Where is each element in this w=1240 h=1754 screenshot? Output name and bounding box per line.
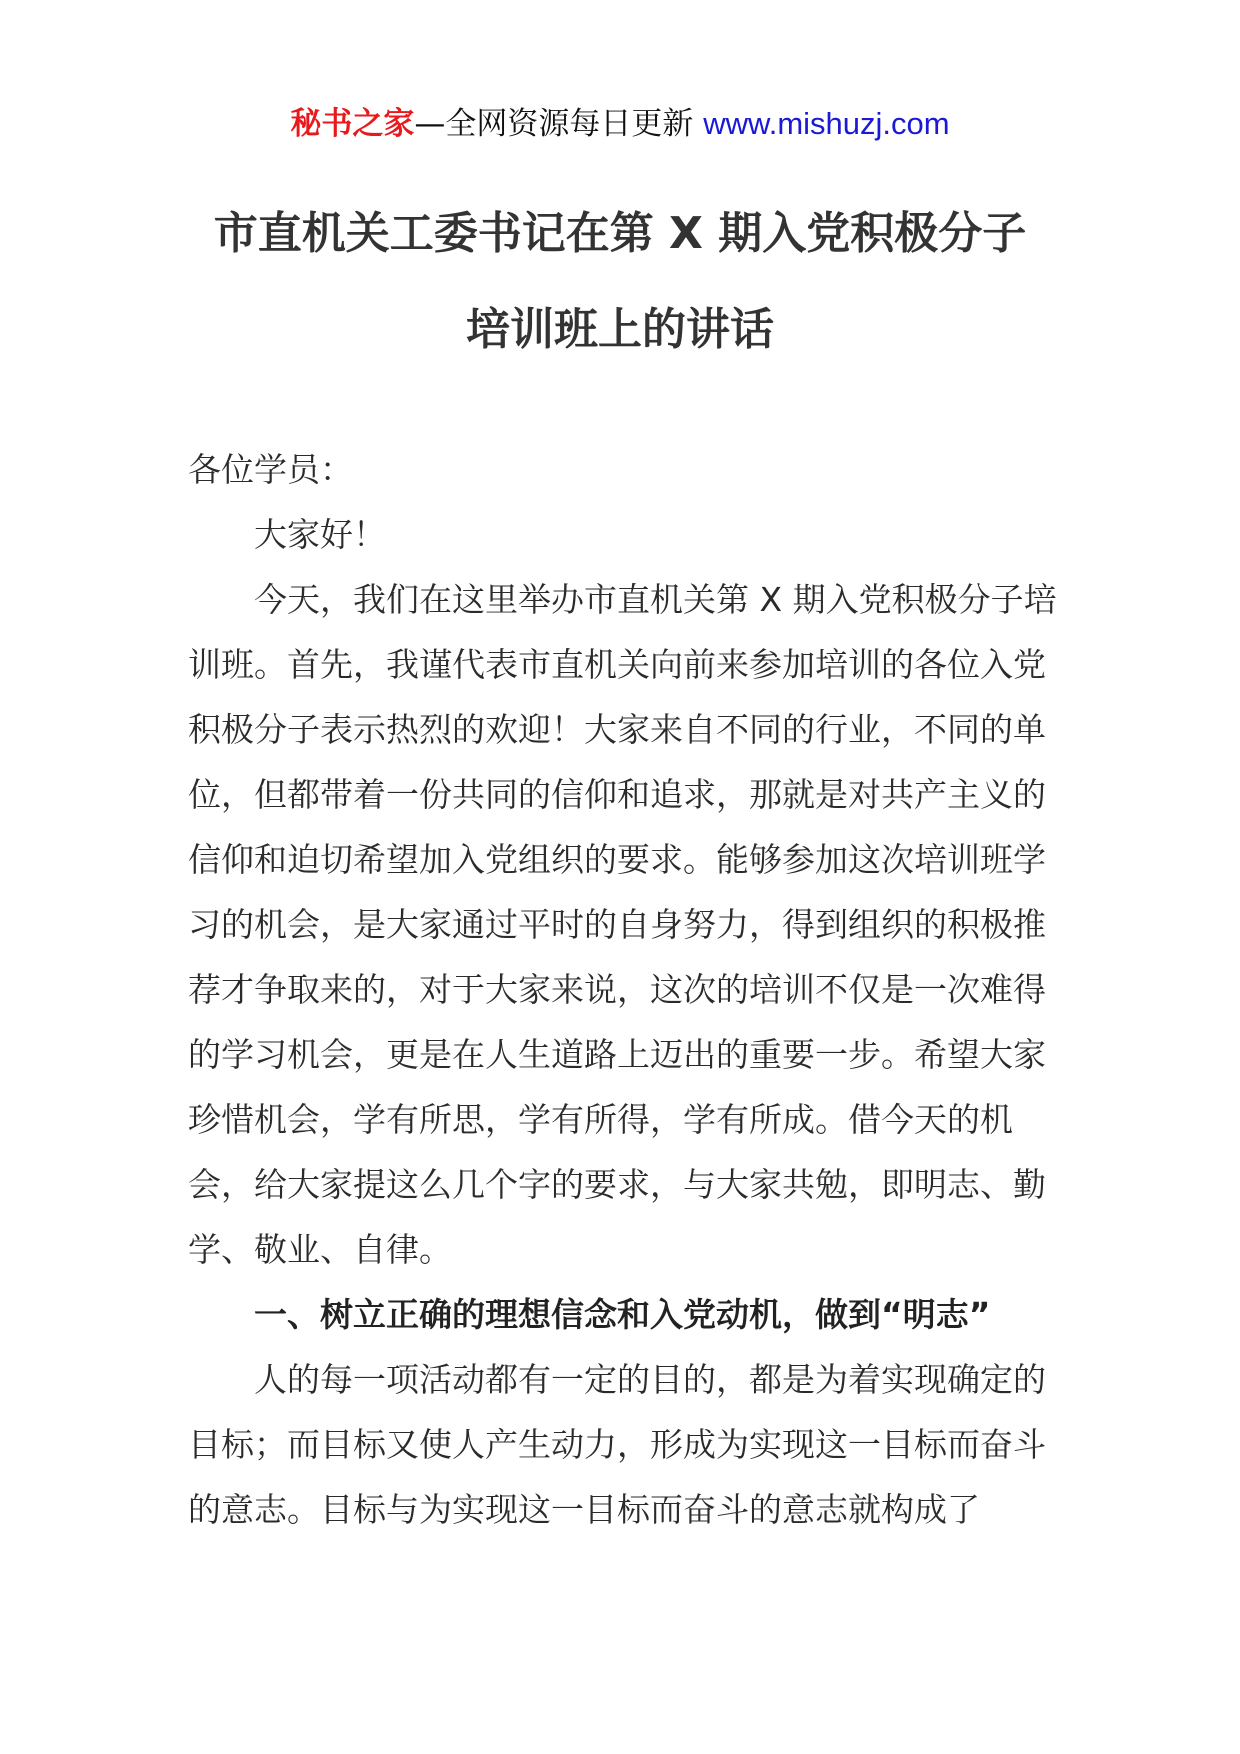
header-tagline: —全网资源每日更新 bbox=[414, 106, 704, 142]
salutation: 各位学员： bbox=[188, 450, 353, 489]
section-heading-1: 一、树立正确的理想信念和入党动机，做到“明志” bbox=[254, 1295, 991, 1334]
paragraph-intro: 今天，我们在这里举办市直机关第 X 期入党积极分子培训班。首先，我谨代表市直机关向前来参加培训的各位入党积极分子表示热烈的欢迎！大家来自不同的行业，不同的单位，但都带着一份共同的信仰和追求，那就是对共产主义的信仰和迫切希望加入党组织的要求。能够参加这次培训班学习的机会，是大家通过平时的自身努力，得到组织的积极推荐才争取来的，对于大家来说，这次的培训不仅是一次难得的学习机会，更是在人生道路上迈出的重要一步。希望大家珍惜机会，学有所思，学有所得，学有所成。借今天的机会，给大家提这么几个字的要求，与大家共勉，即明志、勤学、敬业、自律。 bbox=[188, 580, 1057, 1269]
site-url-link[interactable]: www.mishuzj.com bbox=[703, 106, 950, 141]
site-header bbox=[0, 100, 1240, 148]
title-line-1: 市直机关工委书记在第 X 期入党积极分子 bbox=[213, 208, 1027, 259]
paragraph-section-1: 人的每一项活动都有一定的目的，都是为着实现确定的目标；而目标又使人产生动力，形成为实现这一目标而奋斗的意志。目标与为实现这一目标而奋斗的意志就构成了 bbox=[188, 1360, 1046, 1529]
title-line-2: 培训班上的讲话 bbox=[466, 304, 774, 355]
document-body bbox=[188, 437, 1058, 1542]
greeting: 大家好！ bbox=[254, 515, 386, 554]
brand-name: 秘书之家 bbox=[290, 106, 415, 142]
document-title bbox=[150, 186, 1090, 378]
